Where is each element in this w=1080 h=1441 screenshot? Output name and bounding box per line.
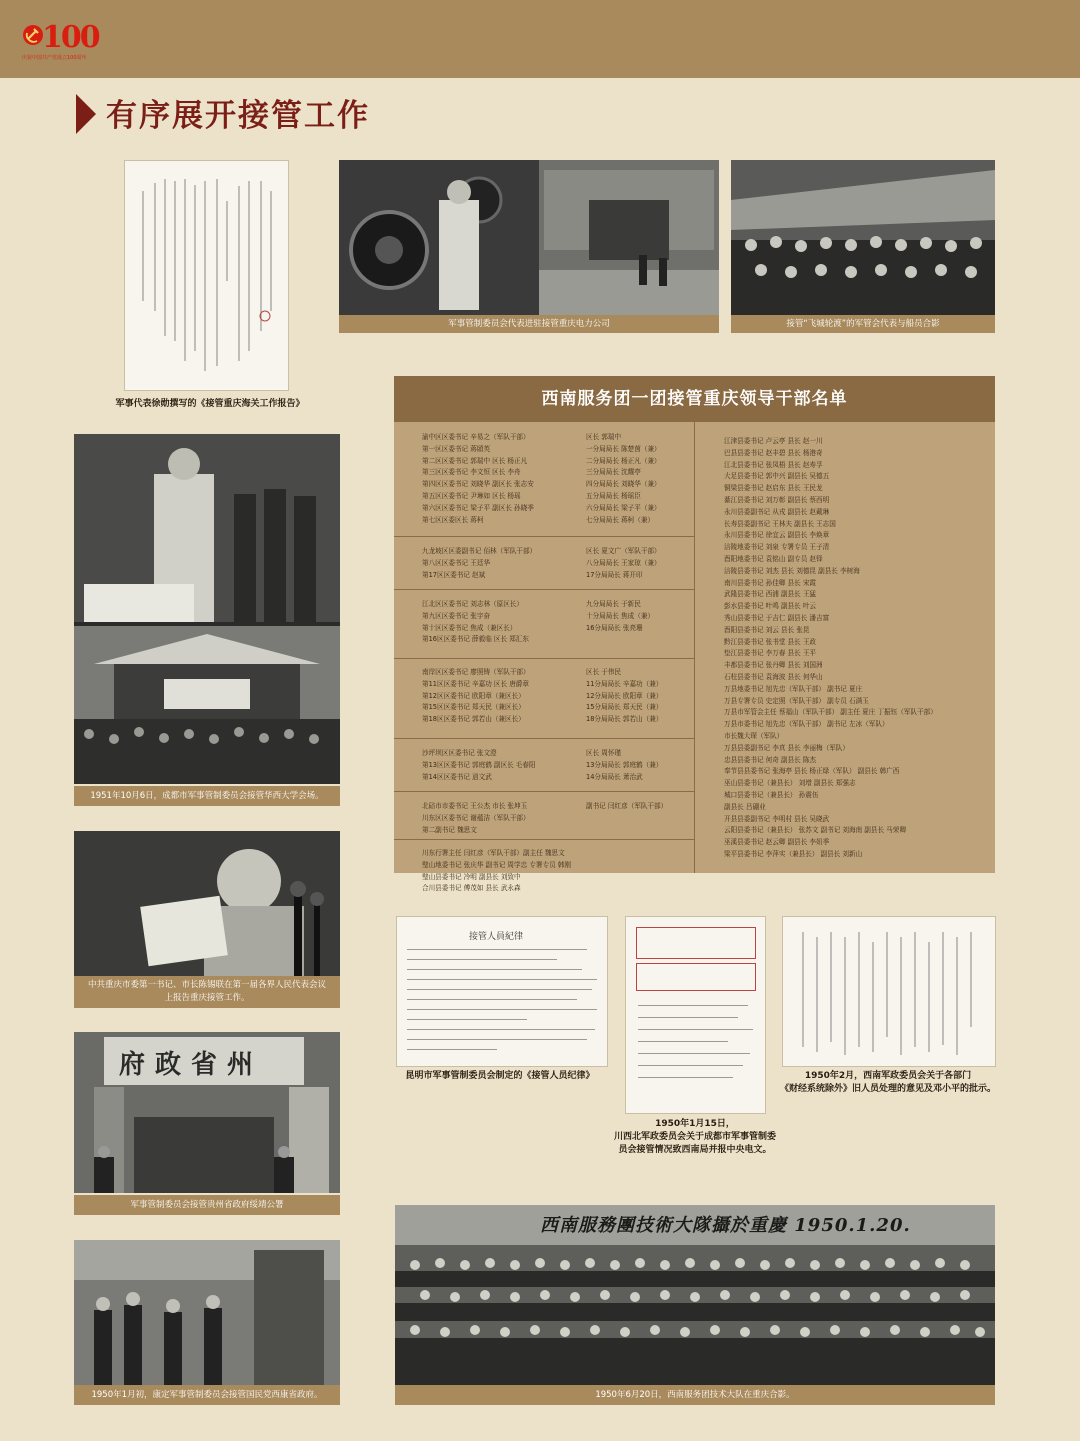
roster-bureau-entry: 17分局局长 蒋开印 (586, 570, 643, 579)
roster-bureau-entry: 12分局局长 欧阳章（兼） (586, 691, 663, 700)
telegram-description: 川西北军政委员会关于成都市军事管制委员会接管情况致西南局并报中央电文。 (613, 1132, 776, 1155)
roster-entry: 川东行署主任 闫红彦（军队干部）副主任 魏思文 (422, 849, 565, 857)
roster-right-column (724, 436, 937, 861)
rules-document-title: 接管人員紀律 (469, 932, 524, 942)
roster-bureau-entry: 九分局局长 于新民 (586, 600, 641, 608)
roster-entry: 江北区区委书记 刘志林（原区长） (422, 600, 524, 608)
roster-entry: 川东区区委书记 谢蕴洁（军队干部） (422, 813, 530, 822)
roster-entry: 第九区区委书记 张宇奋 (422, 611, 491, 620)
roster-bureau-group-4 (586, 667, 662, 726)
roster-right-entry: 奉节县县委书记 张海亭 县长 杨正绿（军队） 副县长 韩广西 (724, 767, 900, 776)
photo-ship-crew (731, 160, 995, 315)
logo-number: 100 (42, 20, 99, 55)
caption-mayor: 中共重庆市委第一书记、市长陈锡联在第一届各界人民代表会议上报告重庆接管工作。 (74, 976, 340, 1008)
roster-bureau-entry: 二分局局长 杨正凡（兼） (586, 456, 661, 465)
roster-bureau-entry: 四分局局长 刘晓华（兼） (586, 480, 661, 489)
team-photo-inscription: 西南服務團技術大隊攝於重慶 1950.1.20. (540, 1215, 911, 1236)
roster-right-entry: 涪陵地委书记 刘泉 专署专员 王子清 (724, 543, 830, 552)
roster-group-1 (422, 432, 534, 526)
roster-bureau-entry: 11分局局长 辛嘉功（兼） (586, 679, 663, 688)
caption-power-company: 军事管制委员会代表进驻接管重庆电力公司 (339, 315, 719, 333)
deng-instruction-document (782, 916, 996, 1067)
roster-entry: 第11区区委书记 辛嘉功 区长 唐爵章 (422, 679, 529, 688)
roster-group-divider (394, 791, 694, 792)
roster-entry: 璧山县委书记 冷明 副县长 刘致中 (422, 872, 521, 881)
roster-group-divider (394, 536, 694, 537)
roster-entry: 第14区区委书记 逍文武 (422, 772, 492, 781)
caption-guizhou: 军事管制委员会接管贵州省政府绥靖公署 (74, 1195, 340, 1215)
roster-bureau-group-3 (586, 599, 654, 634)
photo-mayor-speech (74, 831, 340, 976)
roster-right-entry: 黔江县委书记 张书堂 县长 王政 (724, 637, 817, 646)
roster-bureau-entry: 16分局局长 张亮珊 (586, 623, 643, 632)
roster-entry: 九龙坡区区委副书记 佰林（军队干部） (422, 547, 537, 555)
roster-right-entry: 涪陵县委书记 刘杰 县长 刘德昆 副县长 李树海 (724, 566, 860, 575)
roster-entry: 第二区区委书记 郭瑞中 区长 杨正凡 (422, 456, 528, 465)
deng-date: 1950年2月，西南军政委员会关于各部门 (804, 1071, 972, 1081)
roster-entry: 第12区区委书记 欧阳章（兼区长） (422, 691, 525, 700)
roster-entry: 第17区区委书记 赵斌 (422, 570, 486, 579)
roster-group-7 (422, 848, 571, 895)
photo-kangding (74, 1240, 340, 1385)
roster-bureau-group-2 (586, 546, 661, 581)
roster-group-divider (394, 738, 694, 739)
photo-service-team-group (395, 1205, 995, 1385)
roster-right-entry: 石柱县委书记 袁海波 县长 何华山 (724, 672, 823, 681)
roster-right-entry: 副县长 吕硼业 (724, 802, 766, 811)
roster-title: 西南服务团一团接管重庆领导干部名单 (394, 376, 995, 422)
guizhou-plaque-text: 府政省州 (119, 1050, 264, 1080)
roster-entry: 第四区区委书记 刘晓华 副区长 张志安 (422, 480, 534, 489)
roster-bureau-entry: 八分局局长 王家琼（兼） (586, 558, 661, 567)
photo-guizhou-gate (74, 1032, 340, 1193)
roster-bureau-entry: 14分局局长 萧治武 (586, 772, 643, 781)
photo-power-company (339, 160, 719, 315)
roster-entry: 第13区区委书记 郭庭鹤 副区长 毛春阳 (422, 760, 536, 769)
customs-report-document (124, 160, 289, 391)
telegram-date: 1950年1月15日， (655, 1119, 735, 1129)
leader-roster-panel (394, 376, 995, 893)
roster-group-divider (394, 839, 694, 840)
roster-right-entry: 江津县委书记 卢云亭 县长 赵一川 (724, 437, 823, 445)
caption-team-photo: 1950年6月20日，西南服务团技术大队在重庆合影。 (395, 1385, 995, 1405)
roster-entry: 第七区区委区长 蒋柯 (422, 515, 484, 524)
roster-entry: 第八区区委书记 王廷华 (422, 558, 491, 567)
roster-entry: 第三区区委书记 李文恒 区长 李舟 (422, 468, 521, 477)
hammer-sickle-icon (22, 24, 44, 46)
roster-right-entry: 云阳县委书记（兼县长） 张苏文 副书记 刘海南 副县长 马荣卿 (724, 826, 906, 835)
roster-entry: 沙坪坝区区委书记 张文澄 (422, 749, 497, 757)
kunming-rules-document (396, 916, 608, 1067)
roster-entry: 璧山地委书记 张庆华 副书记 周学忠 专署专员 韩刚 (422, 860, 571, 869)
roster-group-divider (394, 589, 694, 590)
roster-bureau-entry: 副书记 闫红彦（军队干部） (586, 802, 668, 810)
roster-right-entry: 垫江县委书记 李万春 县长 王平 (724, 649, 817, 658)
title-arrow-icon (76, 94, 96, 134)
roster-bureau-entry: 七分局局长 蒋柯（兼） (586, 515, 655, 524)
roster-right-entry: 万县市委书记 旭先忠（军队干部） 副书记 左冰（军队） (724, 720, 889, 729)
roster-entry: 第16区区委书记 薛毅临 区长 郑汇东 (422, 635, 529, 644)
roster-right-entry: 开县县委副书记 李明村 县长 吴晓武 (724, 814, 830, 823)
roster-bureau-entry: 区长 周怀瑾 (586, 749, 622, 757)
roster-right-entry: 永川县委书记 徐宜云 副县长 李焕章 (724, 531, 830, 540)
roster-right-entry: 市长魏大琛（军队） (724, 731, 784, 740)
roster-right-entry: 长寿县委副书记 王林夫 副县长 王志国 (724, 519, 836, 528)
roster-group-3 (422, 599, 529, 646)
roster-right-entry: 巴县县委书记 赵丰碧 县长 杨港奇 (724, 448, 823, 457)
roster-right-entry: 忠县县委书记 何奇 副县长 陈杰 (724, 755, 817, 764)
roster-right-entry: 大足县委书记 郭中兴 副县长 吴德五 (724, 472, 830, 481)
caption-telegram (610, 1118, 780, 1157)
roster-right-entry: 江北县委书记 张凤梧 县长 赵寿孚 (724, 460, 823, 469)
deng-description: 《财经系统除外》旧人员处理的意见及邓小平的批示。 (779, 1084, 996, 1094)
roster-right-entry: 万县地委书记 旭先忠（军队干部） 副书记 夏庄 (724, 684, 863, 693)
roster-group-5 (422, 748, 536, 783)
roster-right-entry: 秀山县委书记 于吉仁 副县长 潘吉富 (724, 613, 830, 622)
roster-bureau-entry: 区长 夏文广（军队干部） (586, 547, 661, 555)
roster-right-entry: 武隆县委书记 西浦 副县长 王猛 (724, 590, 817, 599)
roster-entry: 第六区区委书记 梁子平 副区长 孙晓季 (422, 503, 534, 512)
roster-entry: 第十区区委书记 焦成（兼区长） (422, 623, 517, 632)
page-title: 有序展开接管工作 (106, 98, 370, 134)
roster-bureau-entry: 区长 郭瑞中 (586, 433, 622, 441)
roster-right-entry: 綦江县委书记 刘万彰 副县长 蔡西明 (724, 495, 830, 504)
roster-entry: 第18区区委书记 郭若山（兼区长） (422, 715, 525, 724)
roster-entry: 第15区区委书记 郑天民（兼区长） (422, 703, 525, 712)
roster-bureau-entry: 五分局局长 杨瑶臣 (586, 491, 641, 500)
roster-bureau-group-6 (586, 801, 667, 813)
caption-ship-crew: 接管“飞城轮渡”的军管会代表与船员合影 (731, 315, 995, 333)
roster-divider (694, 422, 695, 873)
roster-entry: 南岸区区委书记 廖照铸（军队干部） (422, 668, 530, 676)
roster-right-entry: 铜梁县委书记 赵启东 县长 王民龙 (724, 484, 823, 493)
roster-bureau-entry: 18分局局长 郭若山（兼） (586, 715, 663, 724)
roster-right-entry: 巫山县委书记（兼县长） 刘增 副县长 郑强志 (724, 779, 856, 788)
caption-huaxi: 1951年10月6日，成都市军事管制委员会接管华西大学会场。 (74, 786, 340, 806)
roster-entry: 第五区区委书记 尹琳如 区长 杨瑶 (422, 491, 521, 500)
roster-bureau-group-5 (586, 748, 662, 783)
photo-huaxi-university (74, 434, 340, 784)
roster-right-entry: 巫溪县委书记 赵云卿 副县长 李妞季 (724, 838, 830, 847)
roster-right-entry: 酉阳地委书记 袁铭山 副专员 赵铎 (724, 554, 823, 563)
roster-right-entry: 酉阳县委书记 刘云 县长 张昆 (724, 625, 810, 634)
roster-bureau-group-1 (586, 432, 661, 526)
roster-bureau-entry: 十分局局长 焦成（兼） (586, 611, 655, 620)
roster-right-entry: 丰都县委书记 张丹卿 县长 刘国洲 (724, 661, 823, 670)
roster-entry: 北碚市市委书记 王公杰 市长 张坤玉 (422, 802, 528, 810)
roster-bureau-entry: 三分局局长 沈耀亭 (586, 468, 641, 477)
caption-customs-report: 军事代表徐勋撰写的《接管重庆海关工作报告》 (115, 399, 305, 409)
roster-right-entry: 万县县委副书记 李真 县长 李丽梅（军队） (724, 743, 849, 752)
roster-right-entry: 梁平县委书记 李萍实（兼县长） 副县长 刘新山 (724, 849, 863, 858)
party-centenary-logo (22, 20, 99, 66)
roster-entry: 第二副书记 魏思文 (422, 825, 477, 834)
roster-right-entry: 万县市军管会主任 蔡福山（军队干部） 副主任 夏庄 丁振钰（军队干部） (724, 708, 937, 717)
roster-group-2 (422, 546, 536, 581)
roster-group-4 (422, 667, 530, 726)
roster-entry: 渝中区区委书记 辛易之（军队干部） (422, 433, 530, 441)
roster-bureau-entry: 一分局局长 陈楚茵（兼） (586, 444, 661, 453)
roster-bureau-entry: 六分局局长 梁子平（兼） (586, 503, 661, 512)
roster-right-entry: 城口县委书记（兼县长） 孙震伍 (724, 790, 819, 799)
roster-right-entry: 彭水县委书记 叶鸣 副县长 叶云 (724, 602, 817, 611)
roster-entry: 合川县委书记 傅茂如 县长 武永森 (422, 884, 521, 893)
logo-caption: 庆祝中国共产党成立100周年 (22, 55, 87, 61)
caption-kunming-rules: 昆明市军事管制委员会制定的《接管人员纪律》 (405, 1071, 595, 1081)
telegram-document (625, 916, 766, 1114)
roster-right-entry: 万县专署专员 史定照（军队干部） 副专员 石满玉 (724, 696, 869, 705)
roster-bureau-entry: 15分局局长 郑天民（兼） (586, 703, 663, 712)
roster-right-entry: 永川县委副书记 从戎 副县长 赵戴琳 (724, 507, 830, 516)
top-banner (0, 0, 1080, 78)
roster-entry: 第一区区委书记 蒋頣英 (422, 444, 491, 453)
roster-bureau-entry: 13分局局长 郭庭鹤（兼） (586, 760, 663, 769)
roster-right-entry: 南川县委书记 孙佳卿 县长 宋霞 (724, 578, 817, 587)
caption-deng (772, 1070, 1004, 1096)
roster-group-6 (422, 801, 530, 836)
roster-bureau-entry: 区长 于伟民 (586, 668, 622, 676)
caption-kangding: 1950年1月初，康定军事管制委员会接管国民党西康省政府。 (74, 1385, 340, 1405)
roster-group-divider (394, 658, 694, 659)
